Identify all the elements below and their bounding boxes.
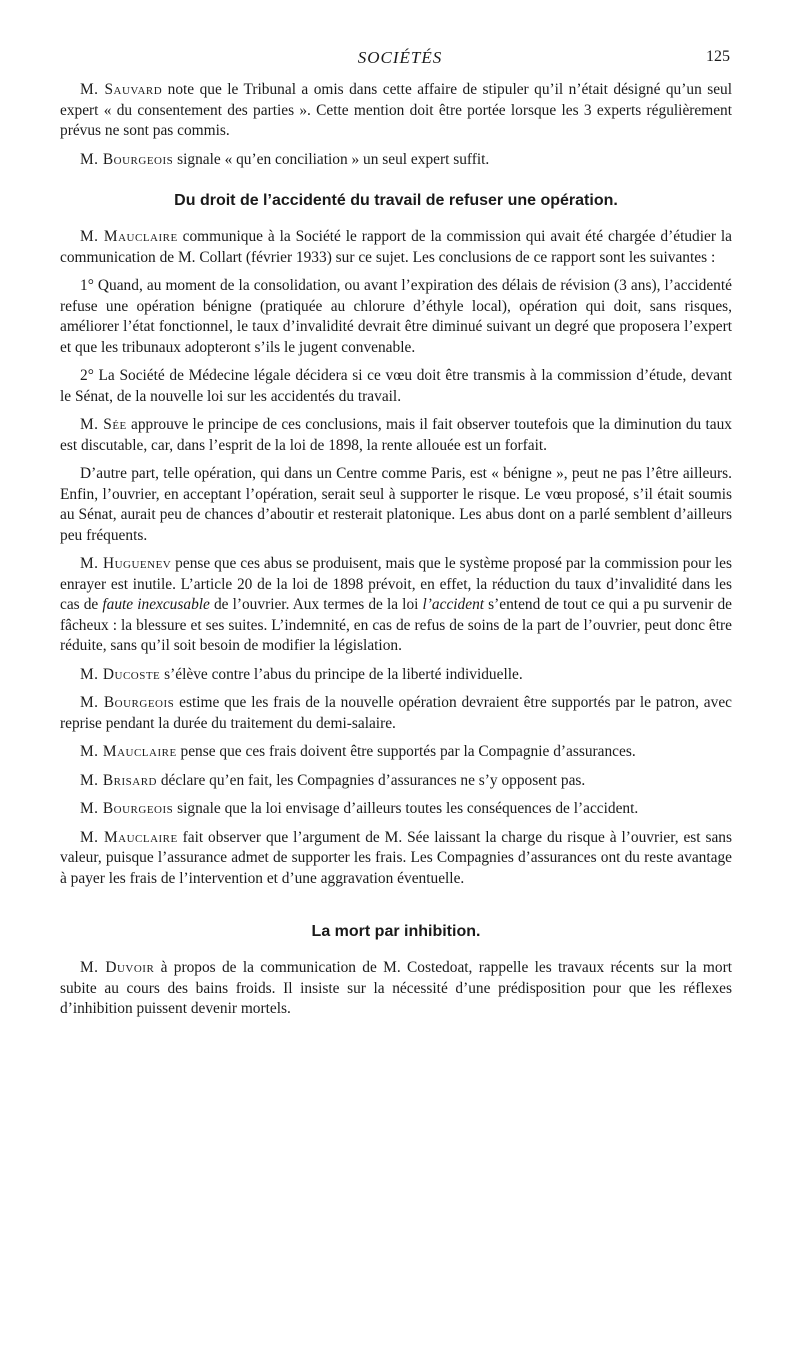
page-number: 125 <box>706 48 730 65</box>
running-title: SOCIÉTÉS <box>357 48 443 67</box>
paragraph: M. Mauclaire pense que ces frais doivent être supportés par la Compagnie d’assurances. <box>80 743 636 760</box>
paragraph: M. Huguenev pense que ces abus se produisent, mais que le système proposé par la commission pour les enrayer est inutile. L’article 20 de la loi de 1898 prévoit, en effet, la réduction du taux d’invalidité dans les cas de faute inexcusable de l’ouvrier. Aux termes de la loi l’accident s’entend de tout ce qui a pu survenir de fâcheux : la blessure et ses suites. L’indemnité, en cas de refus de soins de la part de l’ouvrier, peut donc être réduite, sans qu’il soit besoin de modifier la législation. <box>60 555 732 654</box>
section-heading: La mort par inhibition. <box>311 923 481 940</box>
paragraph: M. Duvoir à propos de la communication de M. Costedoat, rappelle les travaux récents sur la mort subite au cours des bains froids. Il insiste sur la nécessité d’une prédisposition pour que les réflexes d’inhibition puissent devenir mortels. <box>60 959 732 1017</box>
italic-phrase: l’accident <box>422 596 485 613</box>
speaker-name: M. Sauvard <box>80 81 163 98</box>
speaker-name: M. Brisard <box>80 771 157 789</box>
paragraph: M. Sauvard note que le Tribunal a omis dans cette affaire de stipuler qu’il n’était désigné qu’un seul expert « du consentement des parties ». Cette mention doit être portée lorsque les 3 experts régulièrement prévus ne sont pas commis. <box>60 81 733 139</box>
paragraph: D’autre part, telle opération, qui dans un Centre comme Paris, est « bénigne », peut ne pas l’être ailleurs. Enfin, l’ouvrier, en acceptant l’opération, serait seul à supporter le risque. Le vœu proposé, s’il était soumis au Sénat, aurait peu de chances d’aboutir et resterait platonique. Les abus dont on a parlé semblent d’ailleurs peu fréquents. <box>60 465 732 544</box>
paragraph: 2° La Société de Médecine légale décidera si ce vœu doit être transmis à la commission d’étude, devant le Sénat, de la nouvelle loi sur les accidentés du travail. <box>60 367 732 405</box>
paragraph: M. Mauclaire fait observer que l’argument de M. Sée laissant la charge du risque à l’ouvrier, est sans valeur, puisque l’assurance admet de supporter les frais. Les Compagnies d’assurances ont du reste avantage à payer les frais de l’intervention et d’une aggravation éventuelle. <box>60 828 732 887</box>
speaker-name: M. Bourgeois <box>80 150 174 168</box>
paragraph: M. Mauclaire communique à la Société le rapport de la commission qui avait été chargée d’étudier la communication de M. Collart (février 1933) sur ce sujet. Les conclusions de ce rapport sont les suivantes : <box>60 228 732 266</box>
paragraph: M. Bourgeois signale que la loi envisage d’ailleurs toutes les conséquences de l’accident. <box>80 800 639 817</box>
paragraph: 1° Quand, au moment de la consolidation, ou avant l’expiration des délais de révision (3 ans), l’accidenté refuse une opération bénigne (pratiquée au chlorure d’éthyle local), opération qui doit, sans risques, améliorer l’état fonctionnel, le taux d’invalidité devrait être diminué suivant un degré que proposera l’expert et que les tribunaux adopteront s’ils le jugent convenable. <box>60 277 732 356</box>
paragraph: M. Ducoste s’élève contre l’abus du principe de la liberté individuelle. <box>80 665 523 683</box>
speaker-name: M. Bourgeois <box>80 694 175 711</box>
speaker-name: M. Duvoir <box>80 959 155 976</box>
paragraph: M. Sée approuve le principe de ces conclusions, mais il fait observer toutefois que la diminution du taux est discutable, car, dans l’esprit de la loi de 1898, la rente allouée est un forfait. <box>60 416 732 454</box>
speaker-name: M. Mauclaire <box>80 828 178 846</box>
speaker-name: M. Huguenev <box>80 555 172 572</box>
paragraph: M. Brisard déclare qu’en fait, les Compagnies d’assurances ne s’y opposent pas. <box>80 771 586 789</box>
page-body <box>60 80 732 1028</box>
paragraph: M. Bourgeois estime que les frais de la nouvelle opération devraient être supportés par le patron, avec reprise pendant la durée du traitement du demi-salaire. <box>60 694 732 732</box>
page-header <box>60 48 740 72</box>
italic-phrase: faute inexcusable <box>102 596 210 613</box>
section-heading: Du droit de l’accidenté du travail de refuser une opération. <box>174 192 618 209</box>
paragraph: M. Bourgeois signale « qu’en conciliation » un seul expert suffit. <box>80 150 490 168</box>
speaker-name: M. Ducoste <box>80 665 161 683</box>
speaker-name: M. Mauclaire <box>80 743 177 760</box>
speaker-name: M. Sée <box>80 416 127 433</box>
speaker-name: M. Bourgeois <box>80 800 174 817</box>
speaker-name: M. Mauclaire <box>80 228 178 245</box>
